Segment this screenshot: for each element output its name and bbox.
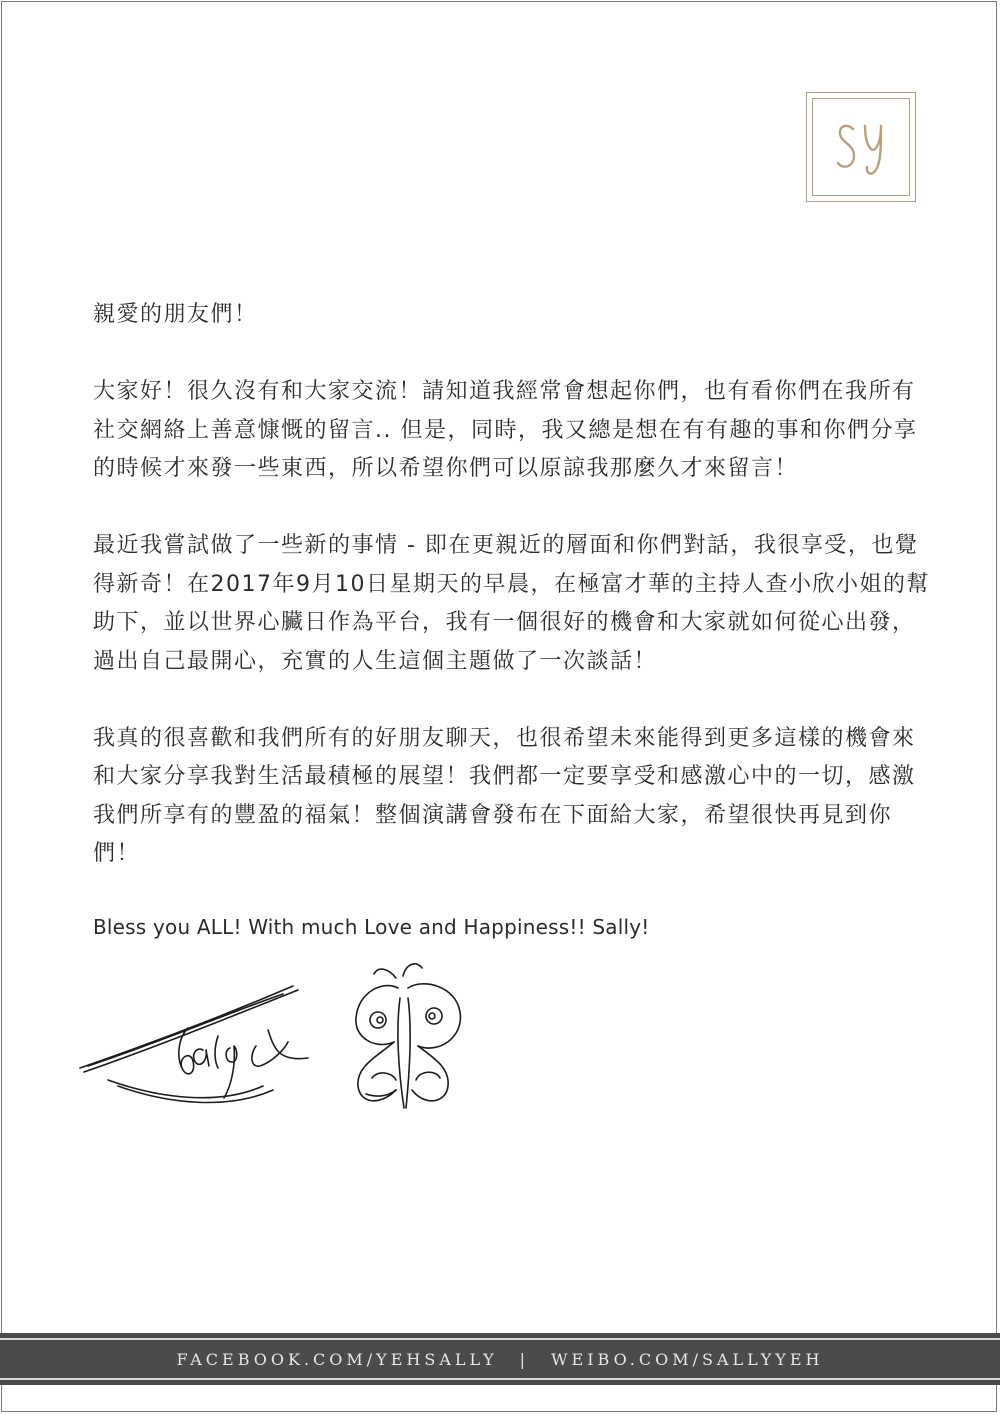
footer-bar <box>0 1333 1000 1385</box>
footer-links <box>0 1333 1000 1385</box>
paragraph-gratitude: 我真的很喜歡和我們所有的好朋友聊天，也很希望未來能得到更多這樣的機會來和大家分享我對生活最積極的展望！我們都一定要享受和感激心中的一切，感激我們所享有的豐盈的福氣！整個演講會發布在下面給大家，希望很快再見到你們！ <box>93 725 916 866</box>
letter-body <box>93 296 933 942</box>
salutation: 親愛的朋友們！ <box>93 302 258 327</box>
paragraph-talk: 最近我嘗試做了一些新的事情 - 即在更親近的層面和你們對話，我很享受，也覺得新奇！在2017年9月10日星期天的早晨，在極富才華的主持人查小欣小姐的幫助下，並以世界心臟日作為平台，我有一個很好的機會和大家就如何從心出發，過出自己最開心，充實的人生這個主題做了一次談話！ <box>93 533 930 674</box>
facebook-link[interactable]: FACEBOOK.COM/YEHSALLY <box>176 1349 498 1369</box>
handwritten-signature <box>78 958 478 1133</box>
paragraph-greeting: 大家好！很久沒有和大家交流！請知道我經常會想起你們，也有看你們在我所有社交網絡上善意慷慨的留言.. 但是，同時，我又總是想在有有趣的事和你們分享的時候才來發一些東西，所以希望你們可以原諒我那麼久才來留言！ <box>93 379 918 481</box>
sy-monogram-logo <box>806 92 916 202</box>
weibo-link[interactable]: WEIBO.COM/SALLYYEH <box>551 1349 824 1369</box>
closing-line: Bless you ALL! With much Love and Happiness!! Sally! <box>93 915 650 939</box>
monogram-icon <box>807 93 917 203</box>
footer-separator: | <box>519 1349 530 1369</box>
signature-drawing-icon <box>78 958 478 1133</box>
